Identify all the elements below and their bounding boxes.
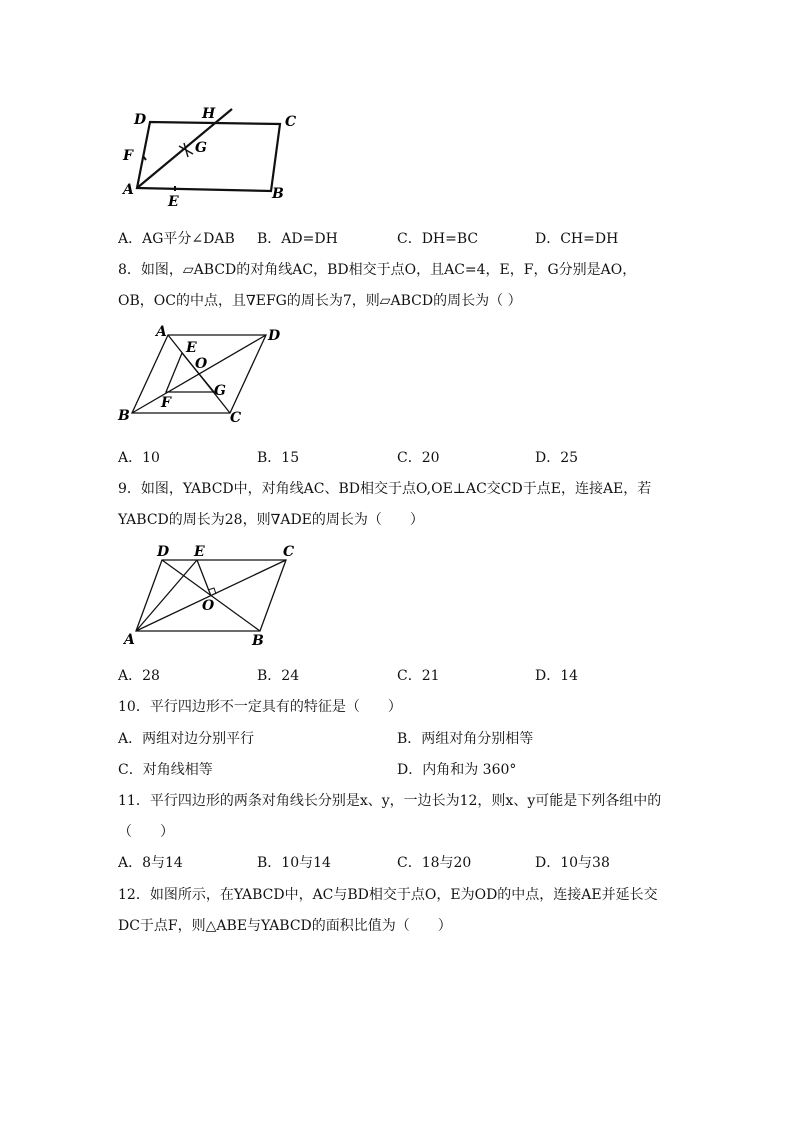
q8-option-a: A．10 — [118, 450, 160, 466]
q8-label-f: F — [161, 395, 171, 411]
q8-label-e: E — [186, 340, 197, 356]
figure-q8-parallelogram — [0, 320, 794, 430]
q10-option-b: B．两组对角分别相等 — [397, 731, 534, 747]
label-b: B — [272, 186, 284, 202]
label-d: D — [134, 112, 147, 128]
q7-option-a: A．AG平分∠DAB — [118, 231, 235, 247]
q12-stem-line2: DC于点F，则△ABE与YABCD的面积比值为（ ） — [118, 918, 452, 934]
q7-option-b: B．AD=DH — [257, 231, 338, 247]
q9-label-e: E — [194, 544, 205, 560]
q9-label-o: O — [202, 598, 215, 614]
q11-option-b: B．10与14 — [257, 855, 331, 871]
q9-option-c: C．21 — [397, 668, 440, 684]
figure-q9-parallelogram — [0, 540, 794, 655]
q7-option-d: D．CH=DH — [535, 231, 619, 247]
q8-label-a: A — [156, 324, 167, 340]
q8-option-c: C．20 — [397, 450, 440, 466]
q9-option-d: D．14 — [535, 668, 579, 684]
q9-label-b: B — [252, 633, 264, 649]
q11-stem-line1: 11．平行四边形的两条对角线长分别是x、y，一边长为12，则x、y可能是下列各组中的 — [118, 793, 662, 809]
q9-label-d: D — [157, 544, 170, 560]
label-e: E — [168, 194, 179, 210]
q8-label-g: G — [214, 383, 226, 399]
label-g: G — [195, 140, 207, 156]
q12-stem-line1: 12．如图所示，在YABCD中，AC与BD相交于点O，E为OD的中点，连接AE并延长交 — [118, 887, 658, 903]
q8-label-d: D — [268, 328, 281, 344]
label-h: H — [202, 106, 216, 122]
q11-option-a: A．8与14 — [118, 855, 183, 871]
q10-option-d: D．内角和为 360° — [397, 762, 517, 778]
label-c: C — [285, 114, 297, 130]
q9-label-a: A — [124, 632, 135, 648]
q8-option-d: D．25 — [535, 450, 579, 466]
q11-option-d: D．10与38 — [535, 855, 610, 871]
q9-label-c: C — [283, 544, 295, 560]
q9-stem-line2: YABCD的周长为28，则∇ADE的周长为（ ） — [118, 512, 424, 528]
label-f: F — [123, 148, 133, 164]
q8-option-b: B．15 — [257, 450, 300, 466]
q8-label-o: O — [195, 356, 208, 372]
q10-stem: 10．平行四边形不一定具有的特征是（ ） — [118, 699, 402, 715]
q8-label-c: C — [230, 410, 242, 426]
label-a: A — [123, 182, 134, 198]
q11-stem-line2: （ ） — [118, 824, 174, 840]
q8-stem-line2: OB，OC的中点，且∇EFG的周长为7，则▱ABCD的周长为（ ） — [118, 293, 522, 309]
q8-label-b: B — [118, 408, 130, 424]
figure-q7-parallelogram — [0, 0, 794, 230]
q10-option-a: A．两组对边分别平行 — [118, 731, 255, 747]
q7-option-c: C．DH=BC — [397, 231, 479, 247]
q9-stem-line1: 9．如图，YABCD中，对角线AC、BD相交于点O,OE⊥AC交CD于点E，连接AE，若 — [118, 481, 652, 497]
q9-option-a: A．28 — [118, 668, 160, 684]
q9-option-b: B．24 — [257, 668, 300, 684]
q10-option-c: C．对角线相等 — [118, 762, 213, 778]
q11-option-c: C．18与20 — [397, 855, 472, 871]
parallelogram-abcd — [137, 122, 280, 191]
q8-stem-line1: 8．如图，▱ABCD的对角线AC，BD相交于点O，且AC=4，E，F，G分别是AO， — [118, 262, 637, 278]
